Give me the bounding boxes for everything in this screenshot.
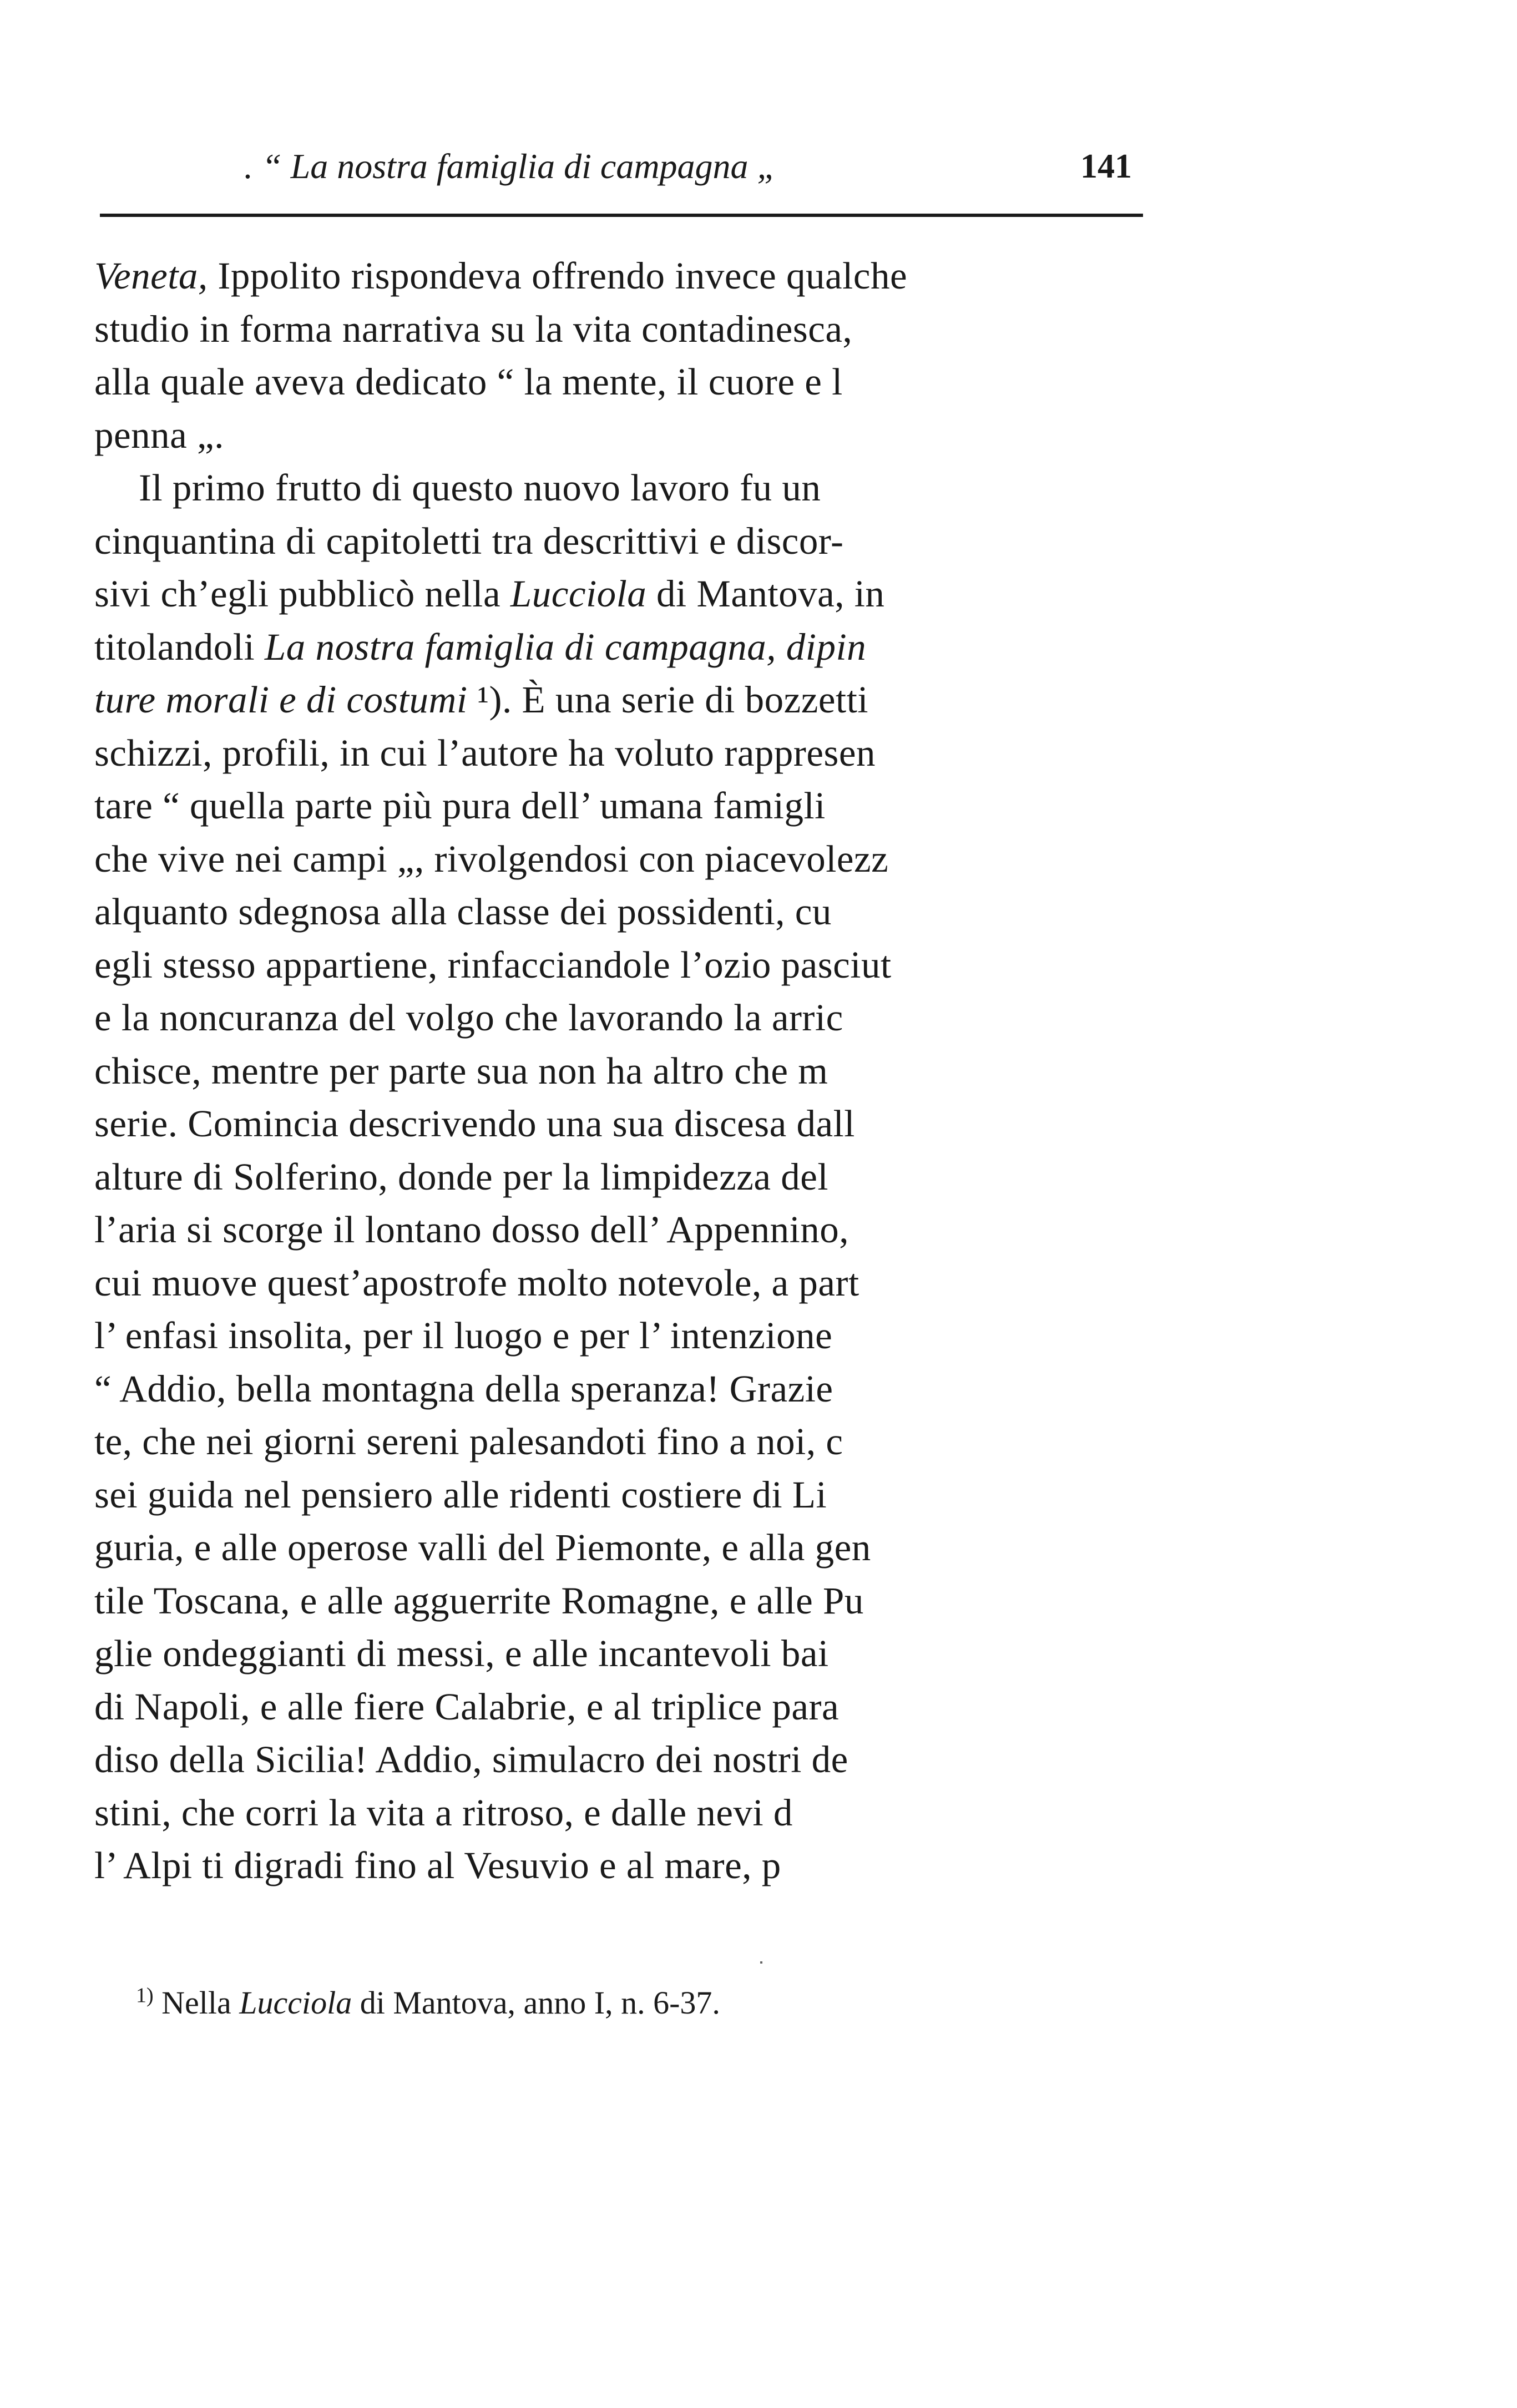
- text-line: stini, che corri la vita a ritroso, e dalle nevi d: [94, 1791, 793, 1834]
- text-line: studio in forma narrativa su la vita contadinesca,: [94, 307, 853, 350]
- text-line: tile Toscana, e alle agguerrite Romagne, e alle Pu: [94, 1579, 864, 1622]
- text-line: glie ondeggianti di messi, e alle incantevoli bai: [94, 1632, 829, 1675]
- text-line: alla quale aveva dedicato “ la mente, il cuore e l: [94, 361, 843, 403]
- page-header: [244, 139, 1132, 194]
- text-line: di Napoli, e alle fiere Calabrie, e al triplice para: [94, 1685, 840, 1728]
- text-line: ture morali e di costumi ¹). È una serie di bozzetti: [94, 679, 869, 721]
- text-line: diso della Sicilia! Addio, simulacro dei nostri de: [94, 1738, 848, 1780]
- body-text: [94, 250, 1160, 1893]
- text-line: titolandoli La nostra famiglia di campagna, dipin: [94, 625, 867, 668]
- text-line: Il primo frutto di questo nuovo lavoro fu un: [139, 467, 821, 509]
- footnote-separator: [760, 1961, 762, 1964]
- text-line: l’ Alpi ti digradi fino al Vesuvio e al mare, p: [94, 1844, 781, 1886]
- text-line: tare “ quella parte più pura dell’ umana famigli: [94, 785, 826, 827]
- header-rule: [100, 214, 1143, 217]
- running-title: . “ La nostra famiglia di campagna „: [244, 146, 777, 186]
- text-line: alquanto sdegnosa alla classe dei possidenti, cu: [94, 891, 832, 933]
- text-line: egli stesso appartiene, rinfacciandole l’ozio pasciut: [94, 943, 892, 986]
- text-line: Veneta, Ippolito rispondeva offrendo invece qualche: [94, 255, 908, 297]
- text-line: alture di Solferino, donde per la limpidezza del: [94, 1155, 829, 1198]
- footnote-text-end: di Mantova, anno I, n. 6-37.: [352, 1985, 720, 2021]
- footnote-text: Nella: [153, 1985, 240, 2021]
- text-line: te, che nei giorni sereni palesandoti fino a noi, c: [94, 1420, 843, 1463]
- text-line: schizzi, profili, in cui l’autore ha voluto rappresen: [94, 731, 876, 774]
- text-line: guria, e alle operose valli del Piemonte, e alla gen: [94, 1526, 871, 1569]
- text-line: cinquantina di capitoletti tra descrittivi e discor-: [94, 519, 844, 562]
- text-line: chisce, mentre per parte sua non ha altro che m: [94, 1049, 828, 1092]
- text-line: sei guida nel pensiero alle ridenti costiere di Li: [94, 1473, 827, 1516]
- text-line: penna „.: [94, 413, 224, 456]
- text-line: l’ enfasi insolita, per il luogo e per l’ intenzione: [94, 1314, 833, 1357]
- text-line: sivi ch’egli pubblicò nella Lucciola di Mantova, in: [94, 573, 885, 615]
- footnote-italic: Lucciola: [239, 1985, 352, 2021]
- text-line: serie. Comincia descrivendo una sua discesa dall: [94, 1102, 855, 1145]
- footnote: [136, 1978, 720, 2028]
- text-line: che vive nei campi „, rivolgendosi con piacevolezz: [94, 837, 889, 880]
- text-line: l’aria si scorge il lontano dosso dell’ Appennino,: [94, 1208, 849, 1251]
- page-number: 141: [1080, 148, 1132, 185]
- text-line: “ Addio, bella montagna della speranza! Grazie: [94, 1367, 833, 1410]
- text-line: e la noncuranza del volgo che lavorando la arric: [94, 996, 843, 1039]
- text-line: cui muove quest’apostrofe molto notevole, a part: [94, 1261, 859, 1304]
- footnote-mark: 1): [136, 1984, 154, 2007]
